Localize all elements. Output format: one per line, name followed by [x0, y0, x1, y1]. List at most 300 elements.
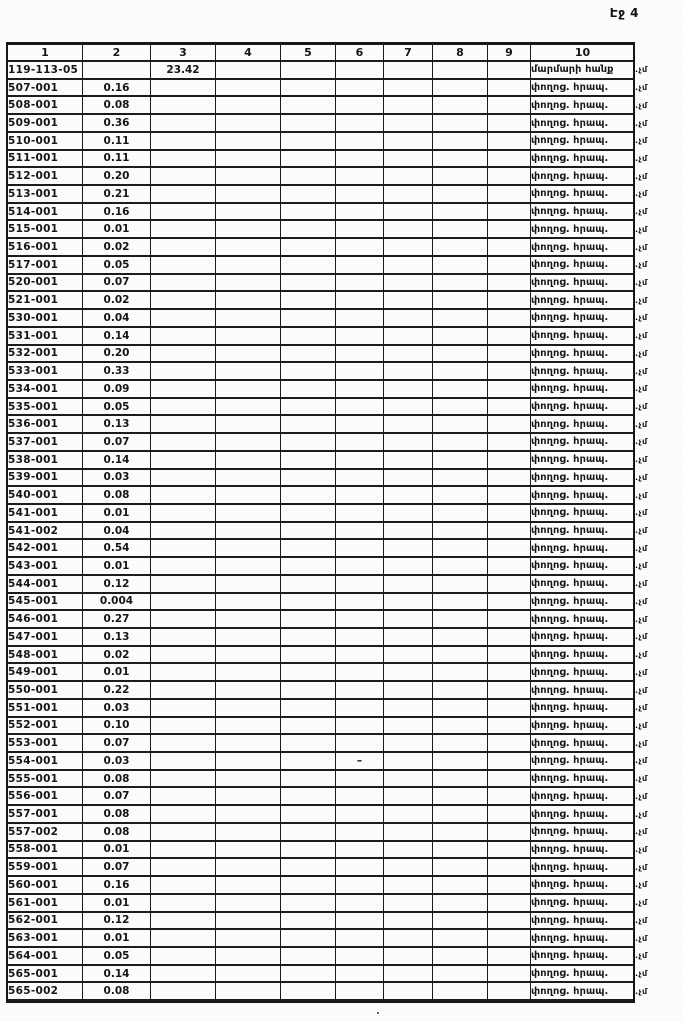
value-cell [281, 752, 336, 770]
land-use-cell: փողոց. հրապ. [531, 681, 635, 699]
area-cell: 0.11 [83, 150, 151, 168]
margin-annotation: .չմ [635, 207, 648, 217]
land-use-cell: փողոց. հրապ. [531, 982, 635, 1000]
value-cell [336, 486, 384, 504]
value-cell [336, 841, 384, 859]
value-cell [151, 646, 216, 664]
area-cell: 0.08 [83, 770, 151, 788]
value-cell [384, 628, 433, 646]
margin-annotation: .չմ [635, 898, 648, 908]
value-cell [433, 132, 488, 150]
value-cell [384, 646, 433, 664]
value-cell [488, 203, 531, 221]
table-row [8, 575, 683, 593]
value-cell [384, 274, 433, 292]
area-cell: 0.004 [83, 593, 151, 611]
value-cell [336, 256, 384, 274]
value-cell [216, 238, 281, 256]
margin-annotation: .չմ [635, 561, 648, 571]
value-cell [336, 291, 384, 309]
land-use-cell: փողոց. հրապ. [531, 610, 635, 628]
margin-annotation: .չմ [635, 118, 648, 128]
margin-annotation: .չմ [635, 171, 648, 181]
value-cell [281, 398, 336, 416]
value-cell [433, 681, 488, 699]
parcel-id-cell: 541-001 [8, 504, 83, 522]
land-use-cell: փողոց. հրապ. [531, 380, 635, 398]
parcel-id-cell: 551-001 [8, 699, 83, 717]
value-cell [488, 876, 531, 894]
value-cell [281, 965, 336, 983]
value-cell [281, 185, 336, 203]
value-cell [216, 628, 281, 646]
value-cell [151, 469, 216, 487]
value-cell [151, 451, 216, 469]
value-cell [151, 699, 216, 717]
land-use-cell: փողոց. հրապ. [531, 912, 635, 930]
value-cell [336, 61, 384, 79]
value-cell [488, 114, 531, 132]
value-cell [384, 486, 433, 504]
value-cell [281, 469, 336, 487]
land-use-cell: փողոց. հրապ. [531, 114, 635, 132]
value-cell [433, 238, 488, 256]
value-cell [488, 787, 531, 805]
table-row [8, 841, 683, 859]
value-cell [216, 947, 281, 965]
value-cell [336, 79, 384, 97]
table-row [8, 539, 683, 557]
value-cell [216, 380, 281, 398]
value-cell [488, 858, 531, 876]
value-cell [488, 150, 531, 168]
table-header [8, 44, 683, 61]
table-row [8, 167, 683, 185]
parcel-id-cell: 535-001 [8, 398, 83, 416]
margin-annotation: .չմ [635, 844, 648, 854]
parcel-id-cell: 548-001 [8, 646, 83, 664]
value-cell [384, 291, 433, 309]
value-cell [384, 770, 433, 788]
land-use-cell: փողոց. հրապ. [531, 274, 635, 292]
value-cell [336, 96, 384, 114]
parcel-id-cell: 553-001 [8, 734, 83, 752]
land-use-cell: փողոց. հրապ. [531, 539, 635, 557]
value-cell [281, 841, 336, 859]
value-cell [216, 522, 281, 540]
margin-annotation: .չմ [635, 933, 648, 943]
table-row [8, 522, 683, 540]
value-cell [151, 185, 216, 203]
table-row [8, 150, 683, 168]
value-cell [151, 238, 216, 256]
value-cell [336, 593, 384, 611]
parcel-id-cell: 544-001 [8, 575, 83, 593]
parcel-id-cell: 540-001 [8, 486, 83, 504]
value-cell [281, 770, 336, 788]
area-cell: 0.04 [83, 522, 151, 540]
margin-annotation: .չմ [635, 472, 648, 482]
value-cell [488, 79, 531, 97]
land-use-cell: փողոց. հրապ. [531, 557, 635, 575]
value-cell [216, 96, 281, 114]
area-cell: 0.08 [83, 823, 151, 841]
parcel-id-cell: 534-001 [8, 380, 83, 398]
value-cell [433, 982, 488, 1000]
value-cell [433, 699, 488, 717]
value-cell [433, 593, 488, 611]
value-cell [336, 362, 384, 380]
value-cell [384, 132, 433, 150]
land-use-cell: փողոց. հրապ. [531, 309, 635, 327]
value-cell [216, 734, 281, 752]
value-cell [488, 982, 531, 1000]
land-use-cell: փողոց. հրապ. [531, 132, 635, 150]
value-cell [151, 309, 216, 327]
value-cell [216, 486, 281, 504]
value-cell [336, 947, 384, 965]
value-cell [281, 947, 336, 965]
land-use-cell: փողոց. հրապ. [531, 770, 635, 788]
value-cell [216, 167, 281, 185]
value-cell [433, 823, 488, 841]
value-cell [384, 787, 433, 805]
area-cell: 0.01 [83, 504, 151, 522]
value-cell [216, 575, 281, 593]
land-use-cell: փողոց. հրապ. [531, 362, 635, 380]
table-row [8, 699, 683, 717]
parcel-id-cell: 507-001 [8, 79, 83, 97]
value-cell [216, 256, 281, 274]
margin-annotation: .չմ [635, 791, 648, 801]
land-use-cell: փողոց. հրապ. [531, 628, 635, 646]
parcel-id-cell: 538-001 [8, 451, 83, 469]
area-cell [83, 61, 151, 79]
area-cell: 0.01 [83, 894, 151, 912]
land-use-cell: փողոց. հրապ. [531, 858, 635, 876]
value-cell [151, 291, 216, 309]
area-cell: 0.02 [83, 646, 151, 664]
value-cell [151, 841, 216, 859]
value-cell [384, 717, 433, 735]
value-cell [384, 433, 433, 451]
value-cell [384, 752, 433, 770]
land-use-cell: փողոց. հրապ. [531, 575, 635, 593]
margin-annotation: .չմ [635, 969, 648, 979]
value-cell [384, 539, 433, 557]
value-cell [336, 504, 384, 522]
margin-annotation: .չմ [635, 667, 648, 677]
value-cell [488, 841, 531, 859]
parcel-id-cell: 565-001 [8, 965, 83, 983]
parcel-id-cell: 521-001 [8, 291, 83, 309]
value-cell [488, 663, 531, 681]
margin-annotation: .չմ [635, 543, 648, 553]
parcel-id-cell: 515-001 [8, 220, 83, 238]
parcel-id-cell: 546-001 [8, 610, 83, 628]
value-cell [488, 380, 531, 398]
parcel-id-cell: 563-001 [8, 929, 83, 947]
area-cell: 0.12 [83, 575, 151, 593]
value-cell [151, 380, 216, 398]
scan-artifact-dot [377, 1012, 379, 1014]
value-cell [151, 486, 216, 504]
area-cell: 0.01 [83, 929, 151, 947]
value-cell [281, 415, 336, 433]
land-use-cell: փողոց. հրապ. [531, 96, 635, 114]
value-cell [433, 433, 488, 451]
parcel-id-cell: 530-001 [8, 309, 83, 327]
value-cell [384, 699, 433, 717]
value-cell [384, 557, 433, 575]
value-cell [336, 150, 384, 168]
value-cell [336, 345, 384, 363]
value-cell [216, 469, 281, 487]
value-cell [488, 522, 531, 540]
value-cell [151, 220, 216, 238]
area-cell: 0.11 [83, 132, 151, 150]
value-cell [384, 345, 433, 363]
land-use-cell: փողոց. հրապ. [531, 486, 635, 504]
value-cell [281, 256, 336, 274]
margin-annotation: .չմ [635, 703, 648, 713]
value-cell [488, 557, 531, 575]
value-cell [216, 663, 281, 681]
column-header: 8 [433, 44, 488, 61]
value-cell [151, 167, 216, 185]
value-cell [151, 805, 216, 823]
value-cell [433, 575, 488, 593]
value-cell [384, 522, 433, 540]
value-cell [151, 787, 216, 805]
value-cell [488, 504, 531, 522]
area-cell: 0.07 [83, 858, 151, 876]
table-row [8, 345, 683, 363]
value-cell [433, 79, 488, 97]
value-cell [433, 663, 488, 681]
area-cell: 0.12 [83, 912, 151, 930]
margin-annotation: .չմ [635, 455, 648, 465]
value-cell [216, 291, 281, 309]
area-cell: 0.02 [83, 291, 151, 309]
value-cell [384, 362, 433, 380]
value-cell [336, 309, 384, 327]
area-cell: 0.21 [83, 185, 151, 203]
land-use-cell: փողոց. հրապ. [531, 398, 635, 416]
value-cell [216, 539, 281, 557]
value-cell [216, 805, 281, 823]
parcel-id-cell: 512-001 [8, 167, 83, 185]
value-cell [216, 220, 281, 238]
value-cell [488, 433, 531, 451]
table-row [8, 433, 683, 451]
value-cell [216, 398, 281, 416]
value-cell [488, 309, 531, 327]
value-cell [216, 132, 281, 150]
value-cell [384, 663, 433, 681]
value-cell [216, 593, 281, 611]
value-cell [488, 717, 531, 735]
margin-annotation: .չմ [635, 136, 648, 146]
value-cell [281, 912, 336, 930]
value-cell [216, 362, 281, 380]
table-row [8, 947, 683, 965]
value-cell [281, 380, 336, 398]
margin-annotation: .չմ [635, 331, 648, 341]
parcel-id-cell: 549-001 [8, 663, 83, 681]
value-cell [216, 982, 281, 1000]
value-cell [216, 79, 281, 97]
page-number: Էջ 4 [609, 6, 639, 20]
value-cell [151, 929, 216, 947]
land-use-cell: փողոց. հրապ. [531, 717, 635, 735]
value-cell [336, 681, 384, 699]
area-cell: 0.16 [83, 79, 151, 97]
value-cell [336, 398, 384, 416]
value-cell [336, 628, 384, 646]
value-cell [216, 787, 281, 805]
value-cell [384, 805, 433, 823]
margin-annotation: .չմ [635, 526, 648, 536]
land-use-cell: փողոց. հրապ. [531, 291, 635, 309]
value-cell [433, 787, 488, 805]
land-use-cell: փողոց. հրապ. [531, 415, 635, 433]
value-cell [216, 681, 281, 699]
value-cell [151, 132, 216, 150]
value-cell [336, 965, 384, 983]
value-cell [216, 841, 281, 859]
margin-annotation: .չմ [635, 720, 648, 730]
value-cell [433, 894, 488, 912]
parcel-id-cell: 119-113-05 [8, 61, 83, 79]
area-cell: 0.01 [83, 663, 151, 681]
table-row [8, 681, 683, 699]
land-use-cell: փողոց. հրապ. [531, 327, 635, 345]
table-row [8, 220, 683, 238]
parcel-id-cell: 517-001 [8, 256, 83, 274]
table-row [8, 291, 683, 309]
column-header: 9 [488, 44, 531, 61]
value-cell [488, 398, 531, 416]
table-row [8, 770, 683, 788]
value-cell [151, 823, 216, 841]
value-cell [151, 947, 216, 965]
value-cell [488, 451, 531, 469]
area-cell: 0.01 [83, 841, 151, 859]
value-cell [384, 965, 433, 983]
table-row [8, 114, 683, 132]
value-cell [384, 504, 433, 522]
value-cell [384, 982, 433, 1000]
value-cell [336, 699, 384, 717]
value-cell [151, 557, 216, 575]
margin-annotation: .չմ [635, 915, 648, 925]
area-cell: 0.13 [83, 415, 151, 433]
value-cell [433, 947, 488, 965]
value-cell [151, 398, 216, 416]
value-cell [433, 345, 488, 363]
margin-annotation: .չմ [635, 153, 648, 163]
margin-annotation: .չմ [635, 951, 648, 961]
value-cell [336, 982, 384, 1000]
value-cell [488, 947, 531, 965]
parcel-id-cell: 550-001 [8, 681, 83, 699]
value-cell [488, 575, 531, 593]
parcel-id-cell: 509-001 [8, 114, 83, 132]
value-cell [488, 929, 531, 947]
table-row [8, 823, 683, 841]
value-cell [281, 451, 336, 469]
value-cell [281, 982, 336, 1000]
land-use-cell: փողոց. հրապ. [531, 150, 635, 168]
value-cell [433, 628, 488, 646]
parcel-id-cell: 554-001 [8, 752, 83, 770]
value-cell [488, 646, 531, 664]
value-cell [151, 539, 216, 557]
table-row [8, 787, 683, 805]
value-cell [151, 504, 216, 522]
parcel-id-cell: 560-001 [8, 876, 83, 894]
area-cell: 0.05 [83, 398, 151, 416]
value-cell [281, 327, 336, 345]
table-row [8, 646, 683, 664]
value-cell [488, 96, 531, 114]
table-row [8, 929, 683, 947]
value-cell [336, 114, 384, 132]
area-cell: 0.08 [83, 982, 151, 1000]
value-cell [336, 380, 384, 398]
land-use-cell: փողոց. հրապ. [531, 876, 635, 894]
value-cell [281, 220, 336, 238]
area-cell: 0.16 [83, 203, 151, 221]
margin-annotation: .չմ [635, 827, 648, 837]
value-cell [488, 539, 531, 557]
value-cell [336, 823, 384, 841]
area-cell: 0.09 [83, 380, 151, 398]
margin-annotation: .չմ [635, 100, 648, 110]
value-cell [151, 681, 216, 699]
area-cell: 0.14 [83, 965, 151, 983]
value-cell [336, 185, 384, 203]
value-cell [433, 504, 488, 522]
value-cell [433, 451, 488, 469]
value-cell [433, 309, 488, 327]
value-cell [384, 593, 433, 611]
value-cell [488, 593, 531, 611]
margin-annotation: .չմ [635, 242, 648, 252]
land-use-cell: փողոց. հրապ. [531, 646, 635, 664]
value-cell [433, 965, 488, 983]
area-cell: 0.13 [83, 628, 151, 646]
value-cell [281, 114, 336, 132]
table-row [8, 858, 683, 876]
value-cell [336, 805, 384, 823]
value-cell [281, 593, 336, 611]
value-cell [488, 823, 531, 841]
value-cell: – [336, 752, 384, 770]
value-cell [336, 522, 384, 540]
area-cell: 0.07 [83, 433, 151, 451]
value-cell [216, 150, 281, 168]
value-cell [384, 734, 433, 752]
area-cell: 0.01 [83, 557, 151, 575]
value-cell [488, 256, 531, 274]
value-cell [384, 858, 433, 876]
value-cell [336, 787, 384, 805]
value-cell: 23.42 [151, 61, 216, 79]
value-cell [488, 327, 531, 345]
table-row [8, 398, 683, 416]
